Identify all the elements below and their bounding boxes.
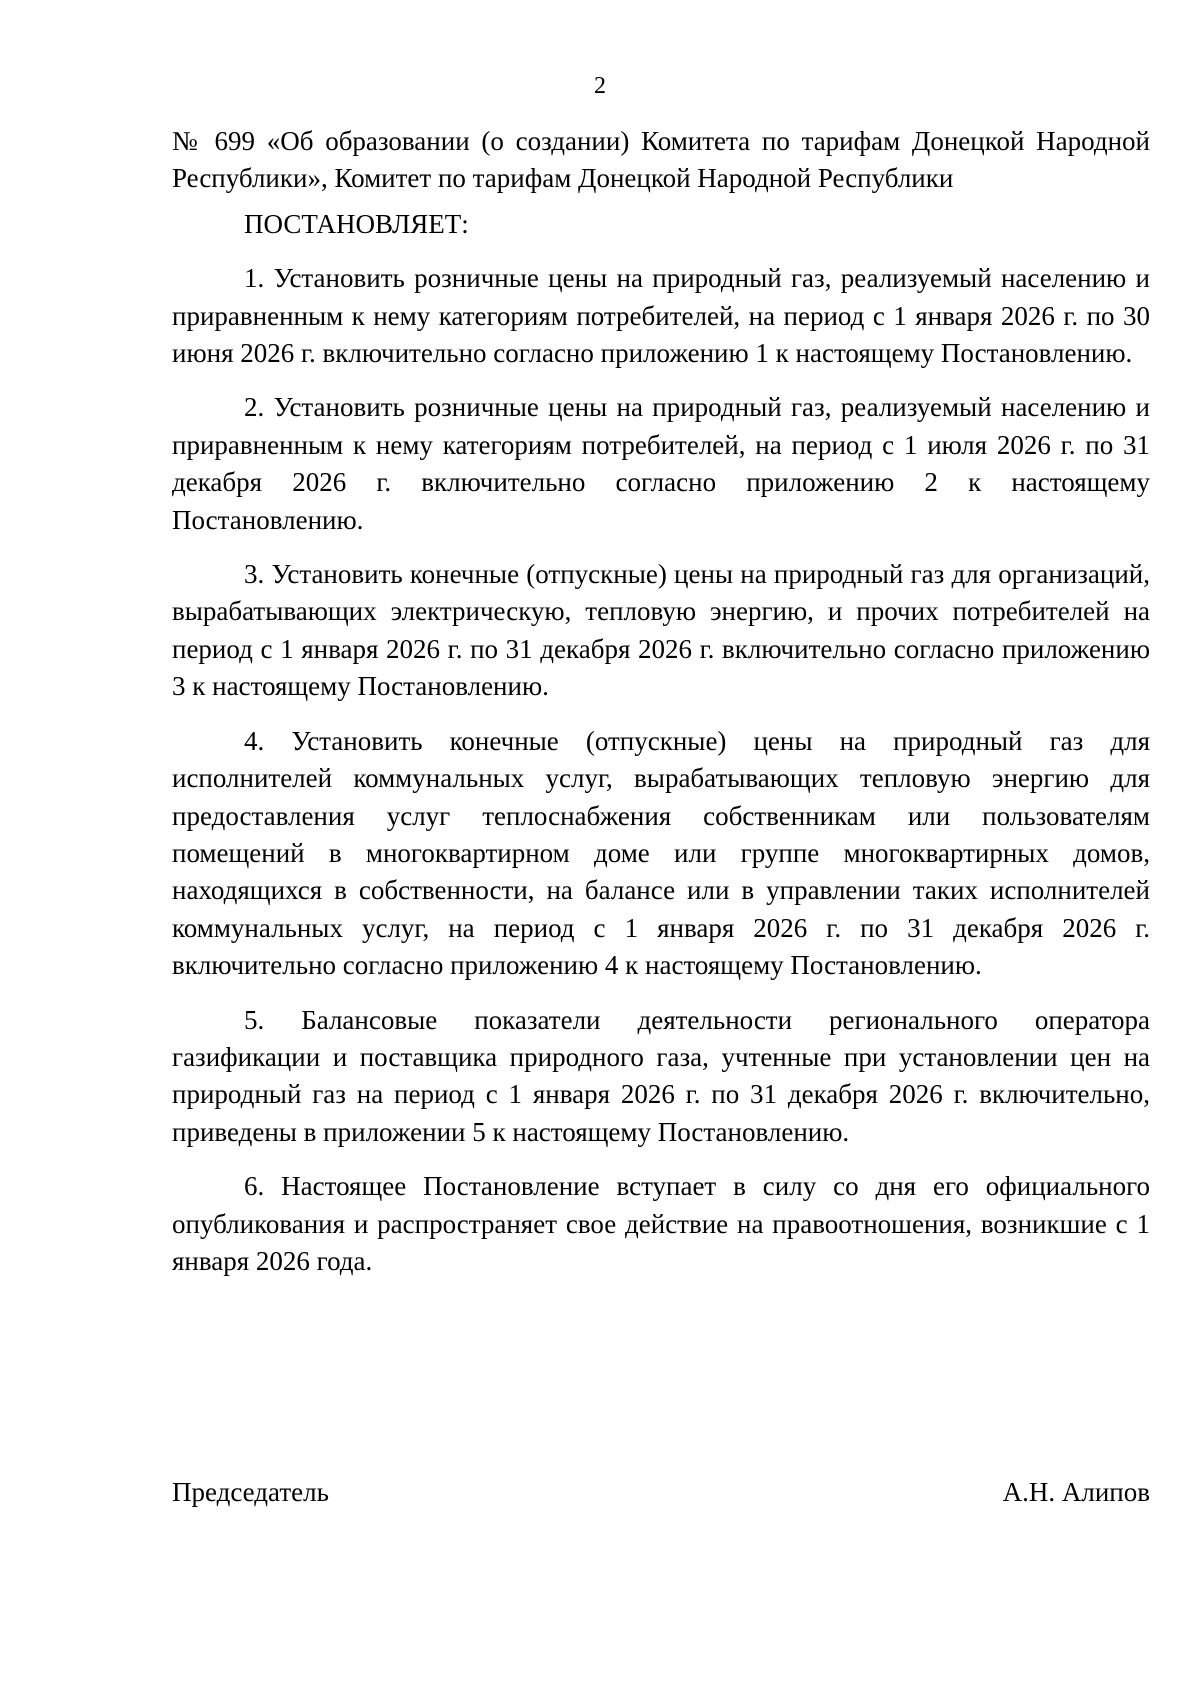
resolution-item-2: 2. Установить розничные цены на природный газ, реализуемый населению и приравненным к нему категориям потребителей, на период с 1 июля 2026 г. по 31 декабря 2026 г. включительно согласно приложению 2 к настоящему Постановлению. (172, 392, 1150, 535)
page-number: 2 (594, 73, 606, 99)
resolution-item-6: 6. Настоящее Постановление вступает в силу со дня его официального опубликования и распространяет свое действие на правоотношения, возникшие с 1 января 2026 года. (172, 1171, 1150, 1276)
signatory-role: Председатель (172, 1477, 329, 1507)
resolution-item-4: 4. Установить конечные (отпускные) цены на природный газ для исполнителей коммунальных услуг, вырабатывающих тепловую энергию для предоставления услуг теплоснабжения собственникам или пользователям помещений в многоквартирном доме или группе многоквартирных домов, находящихся в собственности, на балансе или в управлении таких исполнителей коммунальных услуг, на период с 1 января 2026 г. по 31 декабря 2026 г. включительно согласно приложению 4 к настоящему Постановлению. (172, 725, 1150, 981)
signatory-name: А.Н. Алипов (1002, 1477, 1150, 1507)
resolution-item-5: 5. Балансовые показатели деятельности регионального оператора газификации и поставщика природного газа, учтенные при установлении цен на природный газ на период с 1 января 2026 г. по 31 декабря 2026 г. включительно, приведены в приложении 5 к настоящему Постановлению. (172, 1004, 1150, 1147)
resolution-item-1: 1. Установить розничные цены на природный газ, реализуемый населению и приравненным к нему категориям потребителей, на период с 1 января 2026 г. по 30 июня 2026 г. включительно согласно приложению 1 к настоящему Постановлению. (172, 263, 1150, 369)
resolves-heading: ПОСТАНОВЛЯЕТ: (244, 208, 469, 239)
resolution-item-3: 3. Установить конечные (отпускные) цены на природный газ для организаций, вырабатывающих электрическую, тепловую энергию, и прочих потребителей на период с 1 января 2026 г. по 31 декабря 2026 г. включительно согласно приложению 3 к настоящему Постановлению. (172, 559, 1150, 702)
intro-paragraph: № 699 «Об образовании (о создании) Комитета по тарифам Донецкой Народной Республики», Комитет по тарифам Донецкой Народной Республики (172, 126, 1150, 194)
document-body (172, 123, 1150, 1280)
